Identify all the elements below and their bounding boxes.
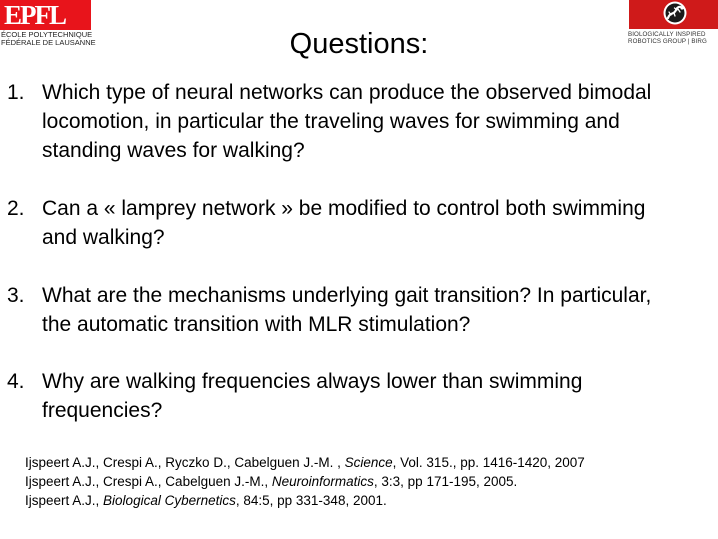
reference-authors: Ijspeert A.J., <box>25 493 104 508</box>
reference-details: , 3:3, pp 171-195, 2005. <box>373 474 518 489</box>
salamander-emblem-icon <box>658 0 692 29</box>
epfl-wordmark: EPFL <box>4 0 66 30</box>
references <box>25 453 715 510</box>
reference-journal: Science <box>344 455 393 470</box>
birg-logo-line2: ROBOTICS GROUP | BIRG <box>628 38 707 45</box>
question-number: 4. <box>7 370 25 393</box>
question-text: Why are walking frequencies always lower than swimming frequencies? <box>42 370 583 422</box>
reference-journal: Neuroinformatics <box>271 474 374 489</box>
epfl-logo-line1: ÉCOLE POLYTECHNIQUE <box>1 30 93 39</box>
question-text: Which type of neural networks can produce the observed bimodal locomotion, in particular the traveling waves for swimming and standing waves for walking? <box>42 81 652 162</box>
epfl-logo-line2: FÉDÉRALE DE LAUSANNE <box>1 38 96 47</box>
reference-item <box>25 491 715 510</box>
question-number: 3. <box>7 284 25 307</box>
question-text: Can a « lamprey network » be modified to control both swimming and walking? <box>42 197 646 249</box>
reference-item <box>25 453 715 472</box>
reference-item <box>25 472 715 491</box>
reference-details: , 84:5, pp 331-348, 2001. <box>235 493 387 508</box>
question-text: What are the mechanisms underlying gait transition? In particular, the automatic transition with MLR stimulation? <box>42 284 652 336</box>
reference-journal: Biological Cybernetics <box>103 493 236 508</box>
birg-logo-line1: BIOLOGICALLY INSPIRED <box>628 31 706 38</box>
question-number: 2. <box>7 197 25 220</box>
reference-details: , Vol. 315., pp. 1416-1420, 2007 <box>392 455 585 470</box>
slide-title: Questions: <box>289 28 429 60</box>
reference-authors: Ijspeert A.J., Crespi A., Cabelguen J.-M., <box>25 474 272 489</box>
reference-authors: Ijspeert A.J., Crespi A., Ryczko D., Cabelguen J.-M. , <box>25 455 345 470</box>
birg-logo-block <box>629 0 718 29</box>
question-number: 1. <box>7 81 25 104</box>
